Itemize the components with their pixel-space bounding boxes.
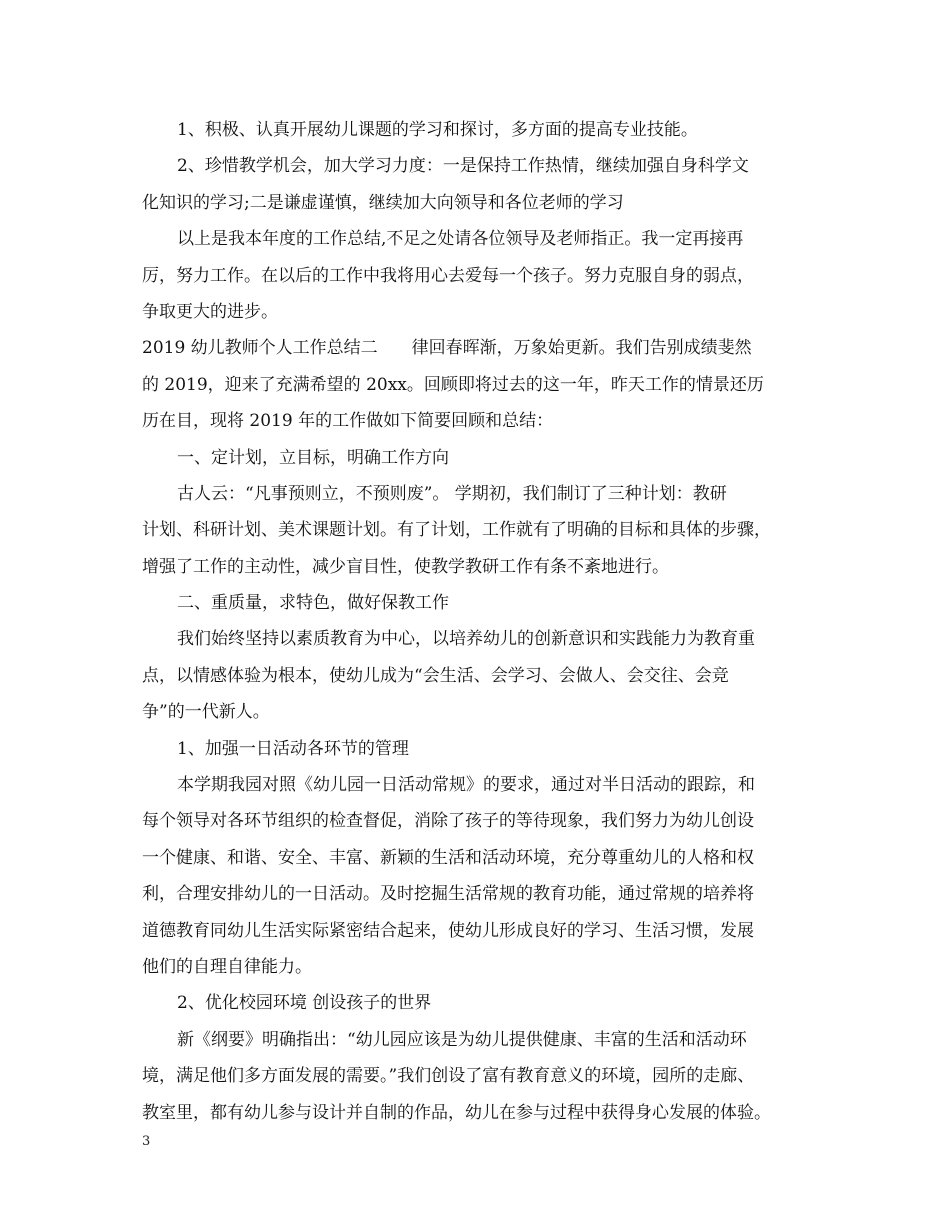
text-line: 一个健康、和谐、安全、丰富、新颖的生活和活动环境，充分尊重幼儿的人格和权 xyxy=(142,847,754,868)
text-line: 一、定计划，立目标，明确工作方向 xyxy=(177,447,449,468)
text-line: 厉，努力工作。在以后的工作中我将用心去爱每一个孩子。努力克服自身的弱点， xyxy=(142,265,754,286)
text-line: 点，以情感体验为根本，使幼儿成为“会生活、会学习、会做人、会交往、会竞 xyxy=(142,665,729,686)
text-line: 争”的一代新人。 xyxy=(142,702,270,723)
text-line: 1、积极、认真开展幼儿课题的学习和探讨，多方面的提高专业技能。 xyxy=(177,120,698,140)
text-line: 二、重质量，求特色，做好保教工作 xyxy=(177,593,449,614)
text-line: 古人云：“凡事预则立，不预则废”。 学期初，我们制订了三种计划：教研 xyxy=(177,483,727,504)
text-line: 1、加强一日活动各环节的管理 xyxy=(177,738,409,759)
text-line: 新《纲要》明确指出：“幼儿园应该是为幼儿提供健康、丰富的生活和活动环 xyxy=(177,1029,747,1050)
text-line: 增强了工作的主动性，减少盲目性，使教学教研工作有条不紊地进行。 xyxy=(142,556,669,577)
text-line: 的 2019，迎来了充满希望的 20xx。回顾即将过去的这一年，昨天工作的情景还历 xyxy=(142,374,764,395)
text-line: 历在目，现将 2019 年的工作做如下简要回顾和总结： xyxy=(142,411,554,432)
text-line: 他们的自理自律能力。 xyxy=(142,956,312,977)
text-line: 我们始终坚持以素质教育为中心，以培养幼儿的创新意识和实践能力为教育重 xyxy=(177,629,755,650)
text-line: 利，合理安排幼儿的一日活动。及时挖掘生活常规的教育功能，通过常规的培养将 xyxy=(142,884,754,905)
text-line: 道德教育同幼儿生活实际紧密结合起来，使幼儿形成良好的学习、生活习惯，发展 xyxy=(142,920,754,941)
text-line: 教室里，都有幼儿参与设计并自制的作品，幼儿在参与过程中获得身心发展的体验。 xyxy=(142,1102,771,1123)
text-line: 以上是我本年度的工作总结,不足之处请各位领导及老师指正。我一定再接再 xyxy=(177,229,744,250)
text-line: 每个领导对各环节组织的检查督促，消除了孩子的等待现象，我们努力为幼儿创设 xyxy=(142,811,754,832)
text-line: 化知识的学习;二是谦虚谨慎，继续加大向领导和各位老师的学习 xyxy=(142,192,624,213)
text-line: 2019 幼儿教师个人工作总结二 律回春晖渐，万象始更新。我们告别成绩斐然 xyxy=(142,338,752,359)
text-line: 2、珍惜教学机会，加大学习力度：一是保持工作热情，继续加强自身科学文 xyxy=(177,156,749,177)
text-line: 本学期我园对照《幼儿园一日活动常规》的要求，通过对半日活动的跟踪，和 xyxy=(177,775,755,796)
text-line: 境，满足他们多方面发展的需要。”我们创设了富有教育意义的环境，园所的走廊、 xyxy=(142,1066,755,1087)
text-line: 计划、科研计划、美术课题计划。有了计划，工作就有了明确的目标和具体的步骤， xyxy=(142,520,771,541)
text-line: 争取更大的进步。 xyxy=(142,301,278,322)
text-line: 2、优化校园环境 创设孩子的世界 xyxy=(177,993,432,1014)
document-body xyxy=(142,112,814,1131)
page-number: 3 xyxy=(142,1134,151,1149)
